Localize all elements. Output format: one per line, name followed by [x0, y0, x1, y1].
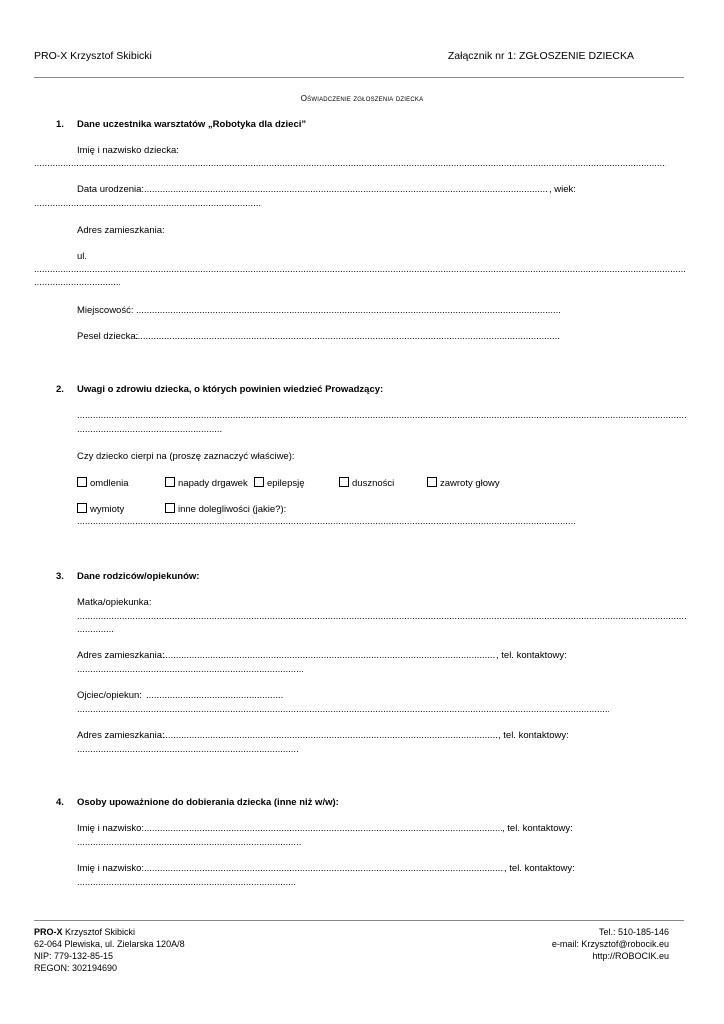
checkbox-icon[interactable]	[77, 477, 87, 487]
footer-regon: REGON: 302194690	[34, 963, 118, 973]
checkbox-icon[interactable]	[339, 477, 349, 487]
health-notes-field-continuation[interactable]	[77, 424, 223, 435]
option-epilepsy[interactable]: epilepsję	[254, 477, 305, 489]
pesel-label: Pesel dziecka:	[77, 331, 139, 342]
authorized-person-2-field[interactable]	[144, 863, 504, 874]
footer-address: 62-064 Plewiska, ul. Zielarska 120A/8	[34, 939, 185, 949]
child-name-field[interactable]	[34, 158, 666, 169]
header-divider	[34, 77, 684, 78]
age-label: , wiek:	[549, 184, 576, 195]
footer-phone: Tel.: 510-185-146	[598, 927, 669, 937]
option-vomiting[interactable]: wymioty	[77, 503, 124, 515]
father-phone-field[interactable]	[77, 744, 299, 755]
option-other[interactable]: inne dolegliwości (jakie?):	[165, 503, 286, 515]
section-4-title: Osoby upoważnione do dobierania dziecka (inne niż w/w):	[77, 797, 339, 808]
father-address-label: Adres zamieszkania:	[77, 730, 165, 741]
street-label: ul.	[77, 251, 88, 262]
street-field[interactable]	[34, 264, 686, 275]
father-label: Ojciec/opiekun:	[77, 690, 142, 701]
child-name-label: Imię i nazwisko dziecka:	[77, 145, 179, 156]
father-address-field[interactable]	[160, 730, 498, 741]
mother-field-continuation[interactable]	[77, 624, 115, 635]
health-notes-field[interactable]	[77, 410, 686, 421]
page-title: Oświadczenie zgłoszenia dziecka	[300, 94, 424, 103]
checkbox-icon[interactable]	[165, 477, 175, 487]
mother-address-label: Adres zamieszkania:	[77, 650, 165, 661]
footer-company-name: PRO-X Krzysztof Skibicki	[34, 927, 136, 937]
section-2-title: Uwagi o zdrowiu dziecka, o których powinien wiedzieć Prowadzący:	[77, 384, 384, 395]
pesel-field[interactable]	[135, 331, 560, 342]
mother-phone-field[interactable]	[77, 664, 303, 675]
section-3-number: 3.	[56, 571, 64, 582]
option-dizziness[interactable]: zawroty głowy	[427, 477, 500, 489]
city-label: Miejscowość:	[77, 305, 134, 316]
birth-date-label: Data urodzenia:	[77, 184, 145, 195]
footer-nip: NIP: 779-132-85-15	[34, 951, 114, 961]
checkbox-icon[interactable]	[165, 503, 175, 513]
authorized-person-1-field[interactable]	[144, 823, 502, 834]
other-conditions-field[interactable]	[77, 516, 575, 527]
footer-website[interactable]: http://ROBOCIK.eu	[592, 951, 669, 961]
option-dyspnea[interactable]: duszności	[339, 477, 394, 489]
child-address-label: Adres zamieszkania:	[77, 225, 165, 236]
authorized-person-1-phone-field[interactable]	[77, 837, 301, 848]
footer-company-info	[34, 926, 185, 974]
checkbox-icon[interactable]	[427, 477, 437, 487]
authorized-person-2-phone-label: , tel. kontaktowy:	[504, 863, 575, 874]
footer-email[interactable]: e-mail: Krzysztof@robocik.eu	[551, 939, 669, 949]
age-field[interactable]	[34, 198, 262, 209]
footer-divider	[34, 920, 684, 921]
mother-field[interactable]	[77, 611, 686, 622]
section-3-title: Dane rodziców/opiekunów:	[77, 571, 200, 582]
header-company: PRO-X Krzysztof Skibicki	[34, 50, 152, 62]
mother-address-field[interactable]	[160, 650, 496, 661]
mother-label: Matka/opiekunka:	[77, 597, 152, 608]
birth-date-field[interactable]	[144, 184, 548, 195]
mother-phone-label: , tel. kontaktowy:	[496, 650, 567, 661]
option-fainting[interactable]: omdlenia	[77, 477, 129, 489]
option-seizures[interactable]: napady drgawek	[165, 477, 248, 489]
city-field[interactable]	[136, 305, 560, 316]
header-attachment-title: Załącznik nr 1: ZGŁOSZENIE DZIECKA	[447, 50, 634, 62]
footer-contact-info	[552, 926, 669, 962]
authorized-person-2-phone-field[interactable]	[77, 877, 297, 888]
checkbox-icon[interactable]	[254, 477, 264, 487]
street-field-continuation[interactable]	[34, 277, 120, 288]
checkbox-icon[interactable]	[77, 503, 87, 513]
father-phone-label: , tel. kontaktowy:	[498, 730, 569, 741]
section-1-title: Dane uczestnika warsztatów „Robotyka dla dzieci”	[77, 119, 307, 130]
section-2-number: 2.	[56, 384, 64, 395]
authorized-person-1-label: Imię i nazwisko:	[77, 823, 145, 834]
authorized-person-2-label: Imię i nazwisko:	[77, 863, 145, 874]
section-1-number: 1.	[56, 119, 64, 130]
authorized-person-1-phone-label: , tel. kontaktowy:	[502, 823, 573, 834]
conditions-question: Czy dziecko cierpi na (proszę zaznaczyć właściwe):	[77, 451, 295, 462]
father-field[interactable]	[146, 690, 284, 701]
section-4-number: 4.	[56, 797, 64, 808]
father-field-continuation[interactable]	[77, 704, 609, 715]
